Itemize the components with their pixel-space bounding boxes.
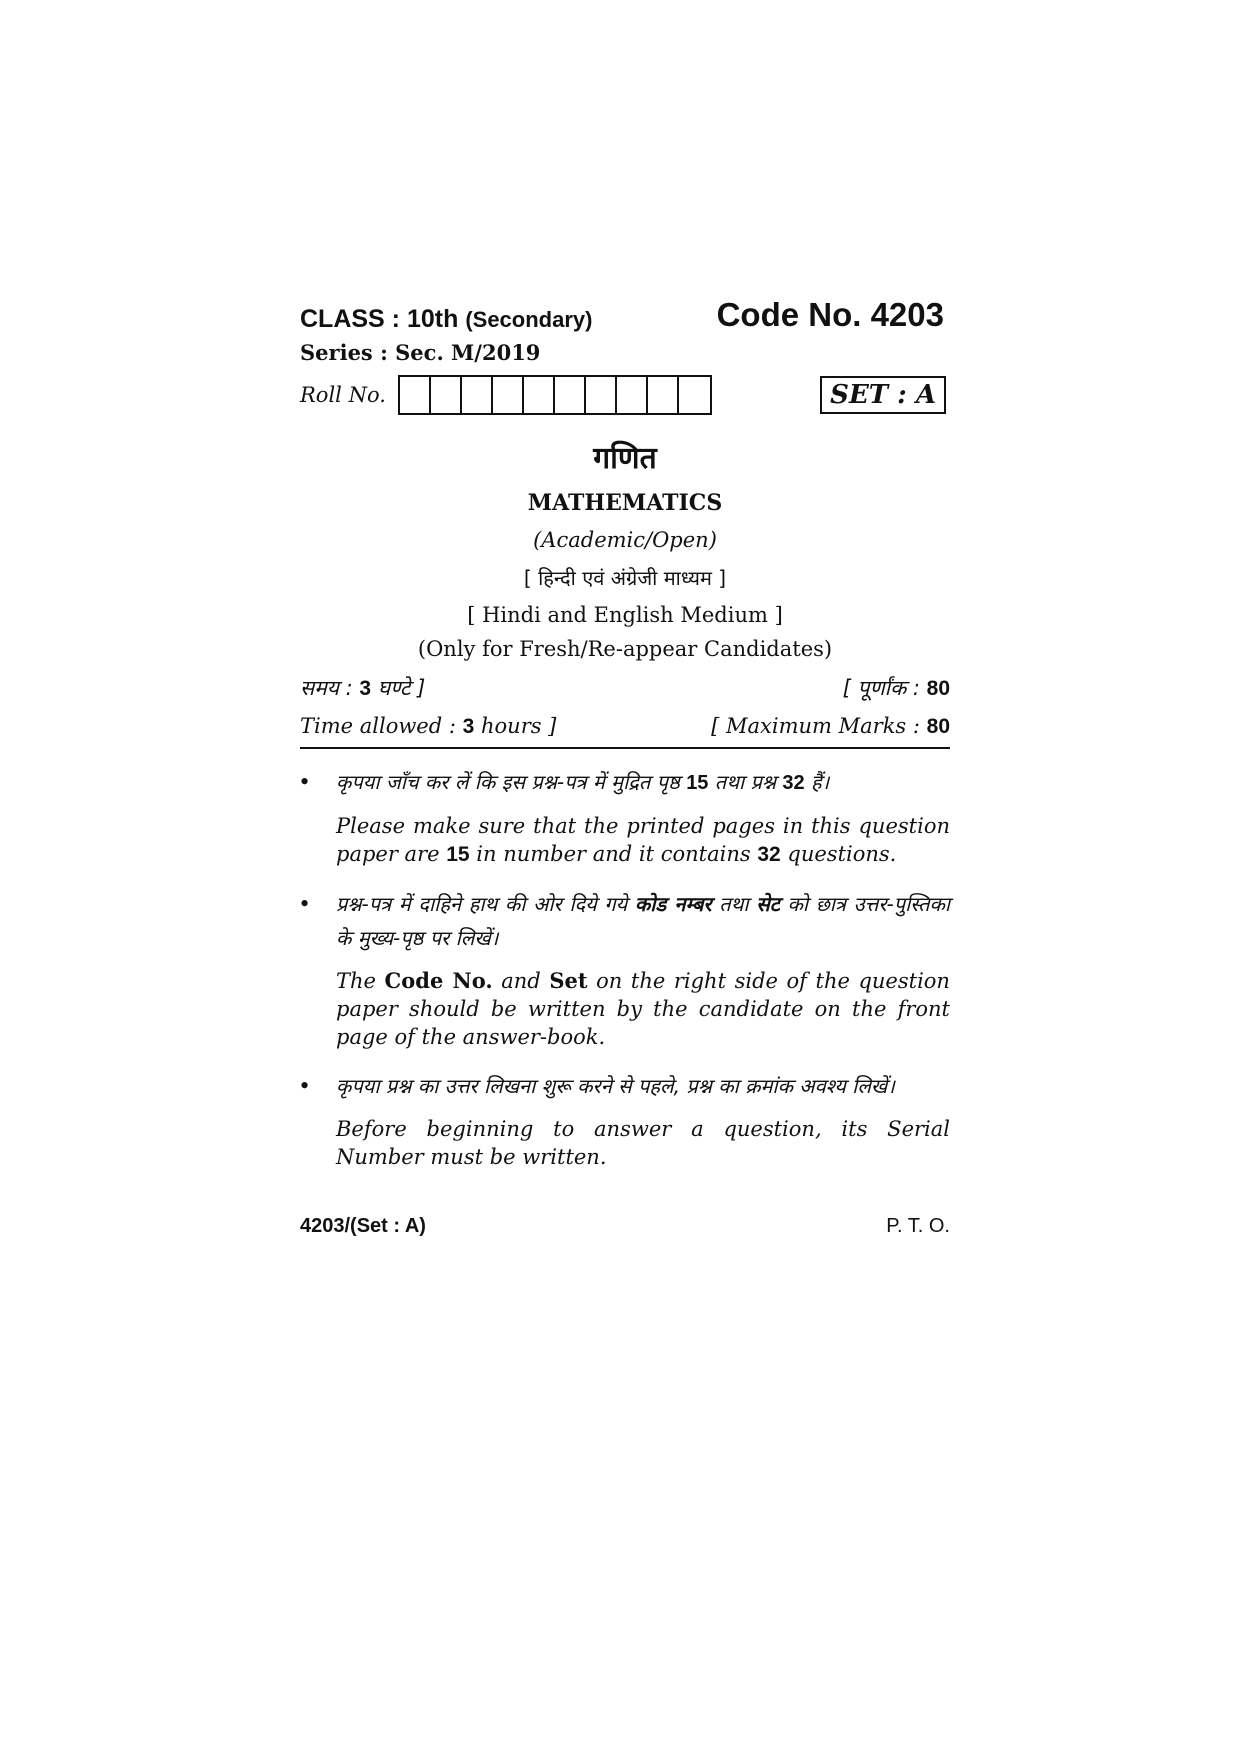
text-part: तथा प्रश्न	[714, 770, 777, 794]
instruction-english: Before beginning to answer a question, its Serial Number must be written.	[336, 1117, 950, 1169]
time-value-en: 3	[462, 714, 475, 738]
text-part: questions.	[787, 842, 897, 866]
time-unit-hi: घण्टे ]	[377, 676, 426, 700]
class-text: CLASS : 10th	[300, 305, 459, 333]
marks-label-en: [ Maximum Marks :	[711, 713, 920, 738]
text-part: in number and it contains	[476, 842, 751, 866]
marks-hindi	[843, 674, 950, 702]
roll-row	[300, 372, 950, 418]
header-row	[300, 290, 950, 334]
set-emphasis: सेट	[756, 892, 780, 916]
question-count: 32	[782, 772, 805, 794]
time-row-english	[300, 709, 950, 749]
code-number: Code No. 4203	[716, 296, 944, 333]
class-label	[300, 305, 592, 334]
page-footer	[300, 1215, 950, 1238]
instructions-list	[300, 765, 950, 1189]
time-label-hi: समय :	[300, 676, 353, 700]
text-part: कृपया जाँच कर लें कि इस प्रश्न-पत्र में मुद्रित पृष्ठ	[336, 770, 680, 794]
instruction-hindi	[336, 887, 950, 955]
time-value-hi: 3	[359, 677, 372, 700]
question-count: 32	[757, 843, 781, 866]
roll-label: Roll No.	[300, 383, 386, 407]
bullet-icon: •	[300, 889, 310, 918]
text-part: Please make sure that the printed pages in this question paper are	[336, 814, 950, 866]
roll-number-boxes[interactable]	[398, 375, 712, 415]
time-unit-en: hours ]	[481, 713, 557, 738]
marks-value-en: 80	[926, 714, 950, 738]
time-english	[300, 714, 556, 739]
code-emphasis: Code No.	[384, 968, 493, 993]
roll-box[interactable]	[586, 377, 617, 413]
instruction-item	[300, 765, 950, 887]
time-hindi	[300, 674, 425, 702]
code-emphasis: कोड नम्बर	[634, 892, 712, 916]
pages-count: 15	[446, 843, 470, 866]
series-label: Series : Sec. M/2019	[300, 340, 541, 365]
set-emphasis: Set	[549, 968, 588, 993]
roll-box[interactable]	[524, 377, 555, 413]
footer-pto: P. T. O.	[886, 1215, 950, 1237]
medium-english: [ Hindi and English Medium ]	[467, 603, 783, 627]
text-part: and	[501, 969, 541, 993]
medium-hindi: [ हिन्दी एवं अंग्रेजी माध्यम ]	[523, 566, 727, 590]
roll-box[interactable]	[617, 377, 648, 413]
footer-code: 4203/(Set : A)	[300, 1215, 426, 1237]
bullet-icon: •	[300, 1071, 310, 1100]
instruction-english	[336, 967, 950, 1051]
instruction-english	[336, 812, 950, 869]
roll-box[interactable]	[648, 377, 679, 413]
roll-box[interactable]	[555, 377, 586, 413]
academic-label: (Academic/Open)	[533, 528, 717, 552]
pages-count: 15	[686, 772, 709, 794]
roll-box[interactable]	[493, 377, 524, 413]
time-label-en: Time allowed :	[300, 713, 456, 738]
instruction-hindi: कृपया प्रश्न का उत्तर लिखना शुरू करने से पहले, प्रश्न का क्रमांक अवश्य लिखें।	[336, 1074, 895, 1098]
subject-title-hindi: गणित	[593, 441, 657, 476]
candidates-note: (Only for Fresh/Re-appear Candidates)	[417, 637, 833, 661]
set-badge: SET : A	[820, 376, 946, 414]
class-sub-text: (Secondary)	[465, 307, 593, 332]
roll-box[interactable]	[462, 377, 493, 413]
marks-english	[711, 714, 950, 739]
time-row-hindi	[300, 671, 950, 705]
marks-value-hi: 80	[926, 677, 950, 700]
instruction-item	[300, 1069, 950, 1189]
text-part: को छात्र उत्तर-पुस्तिका के मुख्य-पृष्ठ पर लिखें।	[336, 892, 951, 950]
text-part: हैं।	[811, 770, 830, 794]
subject-title: MATHEMATICS	[527, 490, 723, 516]
instruction-hindi	[336, 765, 950, 800]
bullet-icon: •	[300, 767, 310, 796]
roll-box[interactable]	[431, 377, 462, 413]
marks-label-hi: [ पूर्णांक :	[842, 676, 920, 700]
text-part: The	[336, 969, 376, 993]
instruction-item	[300, 887, 950, 1069]
roll-box[interactable]	[400, 377, 431, 413]
text-part: on the right side of the question paper should be written by the candidate on the front page of the answer-book.	[336, 969, 950, 1049]
exam-cover-page	[300, 290, 950, 1238]
text-part: प्रश्न-पत्र में दाहिने हाथ की ओर दिये गये	[336, 892, 628, 916]
text-part: तथा	[719, 892, 749, 916]
roll-box[interactable]	[679, 377, 710, 413]
